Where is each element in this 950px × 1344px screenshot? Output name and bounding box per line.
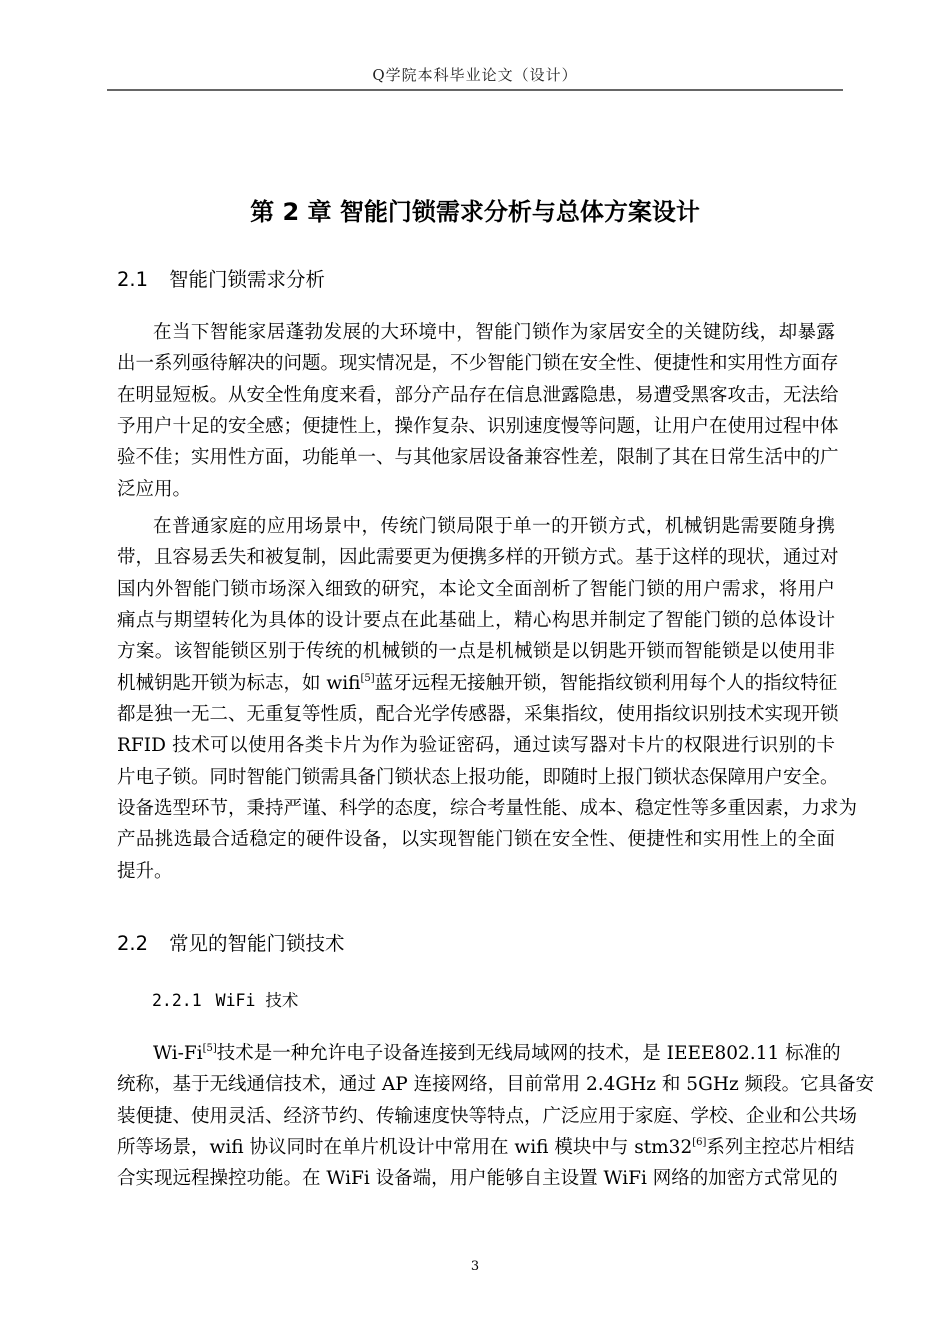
text-line [117, 793, 858, 824]
text-line [117, 411, 839, 442]
citation-superscript: [5] [202, 1043, 217, 1054]
text-segment: 国内外智能门锁市场深入细致的研究，本论文全面剖析了智能门锁的用户需求，将用户 [117, 578, 835, 600]
paragraph [117, 317, 839, 505]
subsection-number: 2.2.1 [152, 991, 202, 1010]
text-segment: 产品挑选最合适稳定的硬件设备，以实现智能门锁在安全性、便捷性和实用性上的全面 [117, 829, 835, 851]
text-segment: 合实现远程操控功能。在 WiFi 设备端，用户能够自主设置 WiFi 网络的加密方式常见的 [117, 1168, 838, 1190]
text-segment: 机械钥匙开锁为标志，如 wifi [117, 672, 361, 694]
text-segment: 带，且容易丢失和被复制，因此需要更为便携多样的开锁方式。基于这样的现状，通过对 [117, 547, 839, 569]
text-line [117, 824, 835, 855]
text-segment: 技术是一种允许电子设备连接到无线局域网的技术，是 IEEE802.11 标准的 [216, 1043, 841, 1064]
text-line [117, 1163, 838, 1194]
text-segment: 在当下智能家居蓬勃发展的大环境中，智能门锁作为家居安全的关键防线，却暴露 [153, 322, 835, 343]
text-segment: 出一系列亟待解决的问题。现实情况是，不少智能门锁在安全性、便捷性和实用性方面存 [117, 353, 839, 375]
citation-superscript: [5] [360, 672, 375, 684]
text-line [117, 511, 835, 542]
text-segment: RFID 技术可以使用各类卡片为作为验证密码，通过读写器对卡片的权限进行识别的卡 [117, 735, 835, 757]
text-line [117, 605, 835, 636]
header-rule [107, 89, 843, 91]
text-line [117, 856, 835, 887]
citation-superscript: [6] [692, 1137, 707, 1149]
text-line [117, 1101, 858, 1132]
text-segment: 在明显短板。从安全性角度来看，部分产品存在信息泄露隐患，易遭受黑客攻击，无法给 [117, 384, 839, 406]
text-segment: 都是独一无二、无重复等性质，配合光学传感器，采集指纹，使用指纹识别技术实现开锁 [117, 704, 839, 726]
running-header: Q学院本科毕业论文（设计） [372, 66, 578, 84]
chapter-title: 第 2 章 智能门锁需求分析与总体方案设计 [250, 198, 700, 226]
text-line [117, 668, 838, 699]
text-line [117, 574, 835, 605]
text-segment: Wi-Fi [153, 1043, 203, 1064]
section-heading-2-1 [117, 264, 325, 292]
subsection-heading-2-2-1 [152, 987, 298, 1011]
text-segment: 提升。 [117, 860, 173, 882]
text-line [117, 348, 839, 379]
text-segment: 在普通家庭的应用场景中，传统门锁局限于单一的开锁方式，机械钥匙需要随身携 [153, 516, 835, 537]
text-segment: 予用户十足的安全感；便捷性上，操作复杂、识别速度慢等问题，让用户在使用过程中体 [117, 416, 839, 438]
text-segment: 验不佳；实用性方面，功能单一、与其他家居设备兼容性差，限制了其在日常生活中的广 [117, 447, 839, 469]
paragraph [117, 511, 858, 887]
text-line [117, 1038, 841, 1069]
text-line [117, 317, 835, 348]
text-segment: 痛点与期望转化为具体的设计要点在此基础上，精心构思并制定了智能门锁的总体设计 [117, 610, 835, 632]
section-title: 智能门锁需求分析 [169, 268, 326, 291]
section-number: 2.2 [117, 932, 149, 955]
text-segment: 方案。该智能锁区别于传统的机械锁的一点是机械锁是以钥匙开锁而智能锁是以使用非 [117, 641, 835, 663]
section-number: 2.1 [117, 268, 149, 291]
text-line [117, 442, 839, 473]
subsection-title: WiFi 技术 [215, 991, 299, 1010]
text-segment: 所等场景，wifi 协议同时在单片机设计中常用在 wifi 模块中与 stm32 [117, 1137, 693, 1159]
text-line [117, 1132, 855, 1163]
section-heading-2-2 [117, 928, 345, 956]
text-segment: 装便捷、使用灵活、经济节约、传输速度快等特点，广泛应用于家庭、学校、企业和公共场 [117, 1105, 858, 1127]
text-line [117, 699, 839, 730]
text-line [117, 730, 835, 761]
text-line [117, 1069, 875, 1100]
text-segment: 片电子锁。同时智能门锁需具备门锁状态上报功能，即随时上报门锁状态保障用户安全。 [117, 766, 839, 788]
paragraph [117, 1038, 875, 1195]
text-line [117, 762, 839, 793]
text-segment: 系列主控芯片相结 [706, 1137, 855, 1159]
page-number: 3 [470, 1259, 480, 1274]
text-line [117, 380, 839, 411]
section-title: 常见的智能门锁技术 [169, 932, 345, 955]
text-segment: 蓝牙远程无接触开锁，智能指纹锁利用每个人的指纹特征 [374, 672, 838, 694]
text-segment: 统称，基于无线通信技术，通过 AP 连接网络，目前常用 2.4GHz 和 5GHz 频段。它具备安 [117, 1074, 875, 1096]
text-line [117, 542, 839, 573]
text-segment: 设备选型环节，秉持严谨、科学的态度，综合考量性能、成本、稳定性等多重因素，力求为 [117, 798, 858, 820]
text-segment: 泛应用。 [117, 478, 192, 500]
text-line [117, 474, 835, 505]
text-line [117, 636, 835, 667]
